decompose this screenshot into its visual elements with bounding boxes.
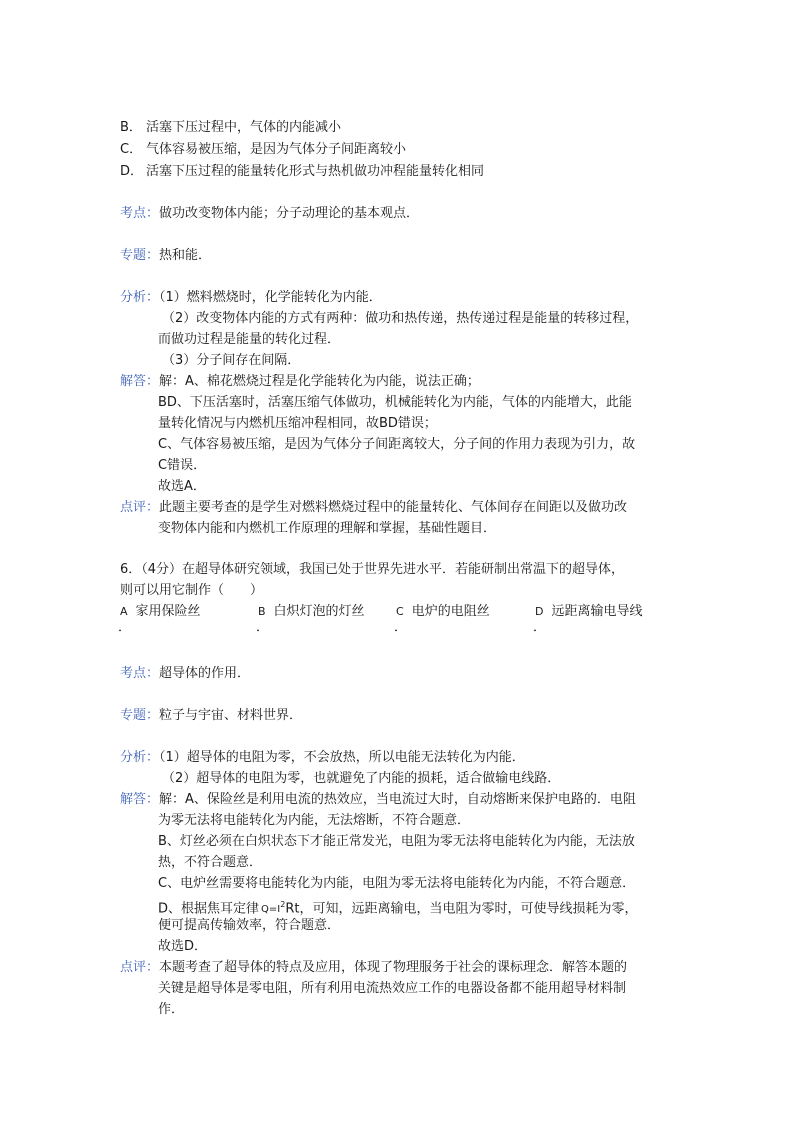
option-letter: B <box>258 605 266 618</box>
fenxi-line: （3）分子间存在间隔． <box>162 353 301 368</box>
fenxi-line: （1）燃料燃烧时，化学能转化为内能． <box>159 290 382 305</box>
kaodian-label: 考点： <box>120 206 160 221</box>
fenxi-label: 分析： <box>120 750 160 765</box>
q6-fenxi <box>120 748 525 768</box>
q5-kaodian <box>120 204 419 224</box>
option-text: 气体容易被压缩，是因为气体分子间距离较小 <box>146 142 407 157</box>
q6-option-d <box>535 602 643 622</box>
option-text: 活塞下压过程中，气体的内能减小 <box>146 120 342 135</box>
formula-text: Q=I <box>261 904 281 916</box>
option-letter: C． <box>120 142 143 157</box>
option-text: 白炽灯泡的灯丝 <box>273 604 365 619</box>
option-dot: ． <box>394 620 408 635</box>
fenxi-line: 而做功过程是能量的转化过程． <box>158 332 341 347</box>
option-text: 家用保险丝 <box>135 604 201 619</box>
jieda-line: BD、下压活塞时，活塞压缩气体做功，机械能转化为内能，气体的内能增大，此能 <box>158 395 632 410</box>
option-dot: ． <box>533 620 547 635</box>
q6-jieda <box>120 790 636 810</box>
q5-fenxi <box>120 288 382 308</box>
fenxi-line: （1）超导体的电阻为零，不会放热，所以电能无法转化为内能． <box>159 750 525 765</box>
zhuanti-text: 热和能． <box>159 248 212 263</box>
jieda-line: B、灯丝必须在白炽状态下才能正常发光，电阻为零无法将电能转化为内能，无法放 <box>158 834 635 849</box>
option-b <box>120 118 341 138</box>
option-letter: D． <box>120 164 144 179</box>
q6-kaodian <box>120 664 250 684</box>
q6-option-a <box>120 602 201 622</box>
jieda-line: C、气体容易被压缩，是因为气体分子间距离较大，分子间的作用力表现为引力，故 <box>158 437 636 452</box>
formula-exponent: 2 <box>280 900 286 909</box>
jieda-line: 便可提高传输效率，符合题意． <box>158 918 341 933</box>
option-d <box>120 162 484 182</box>
fenxi-line: （2）超导体的电阻为零，也就避免了内能的损耗，适合做输电线路． <box>162 771 561 786</box>
zhuanti-text: 粒子与宇宙、材料世界． <box>159 708 303 723</box>
q6-stem-line: 6．（4分）在超导体研究领域，我国已处于世界先进水平．若能研制出常温下的超导体， <box>120 562 625 577</box>
jieda-line: 解：A、保险丝是利用电流的热效应，当电流过大时，自动熔断来保护电路的．电阻 <box>159 792 636 807</box>
option-letter: A <box>120 605 128 618</box>
kaodian-text: 做功改变物体内能；分子动理论的基本观点． <box>159 206 420 221</box>
jieda-line: 故选D． <box>158 939 208 954</box>
jieda-line: 为零无法将电能转化为内能，无法熔断，不符合题意． <box>158 813 471 828</box>
dianping-line: 此题主要考查的是学生对燃料燃烧过程中的能量转化、气体间存在间距以及做功改 <box>159 500 628 515</box>
option-letter: C <box>396 605 404 618</box>
q6-option-b <box>258 602 365 622</box>
option-letter: D <box>535 605 544 618</box>
jieda-line: C、电炉丝需要将电能转化为内能，电阻为零无法将电能转化为内能，不符合题意． <box>158 876 636 891</box>
jieda-line: 故选A． <box>158 479 206 494</box>
fenxi-line: （2）改变物体内能的方式有两种：做功和热传递，热传递过程是能量的转移过程， <box>162 311 639 326</box>
q5-zhuanti <box>120 246 211 266</box>
option-text: 电炉的电阻丝 <box>411 604 490 619</box>
formula-rest: Rt，可知，远距离输电，当电阻为零时，可使导线损耗为零， <box>285 901 638 917</box>
dianping-line: 关键是超导体是零电阻，所有利用电流热效应工作的电器设备都不能用超导材料制 <box>158 981 627 996</box>
kaodian-label: 考点： <box>120 666 160 681</box>
dianping-line: 作． <box>158 1002 185 1017</box>
jieda-label: 解答： <box>120 374 160 389</box>
zhuanti-label: 专题： <box>120 248 160 263</box>
option-text: 远距离输电导线 <box>551 604 643 619</box>
option-c <box>120 140 406 160</box>
zhuanti-label: 专题： <box>120 708 160 723</box>
jieda-label: 解答： <box>120 792 160 807</box>
q5-dianping <box>120 498 627 518</box>
option-text: 活塞下压过程的能量转化形式与热机做功冲程能量转化相同 <box>146 164 485 179</box>
jieda-line: C错误． <box>158 458 207 473</box>
jieda-line: 量转化情况与内燃机压缩冲程相同，故BD错误； <box>158 416 437 431</box>
option-dot: ． <box>256 620 270 635</box>
q6-dianping <box>120 958 627 978</box>
q6-option-c <box>396 602 490 622</box>
jieda-line: D、根据焦耳定律 <box>158 901 260 917</box>
dianping-label: 点评： <box>120 960 160 975</box>
dianping-line: 本题考查了超导体的特点及应用，体现了物理服务于社会的课标理念．解答本题的 <box>159 960 628 975</box>
dianping-label: 点评： <box>120 500 160 515</box>
q6-zhuanti <box>120 706 302 726</box>
q6-stem-line: 则可以用它制作（ ） <box>120 583 264 598</box>
dianping-line: 变物体内能和内燃机工作原理的理解和掌握，基础性题目． <box>158 521 497 536</box>
jieda-line: 解：A、棉花燃烧过程是化学能转化为内能，说法正确； <box>159 374 480 389</box>
fenxi-label: 分析： <box>120 290 160 305</box>
q5-jieda <box>120 372 480 392</box>
kaodian-text: 超导体的作用． <box>159 666 251 681</box>
option-letter: B． <box>120 120 142 135</box>
jieda-line: 热，不符合题意． <box>158 855 263 870</box>
option-dot: ． <box>118 620 132 635</box>
